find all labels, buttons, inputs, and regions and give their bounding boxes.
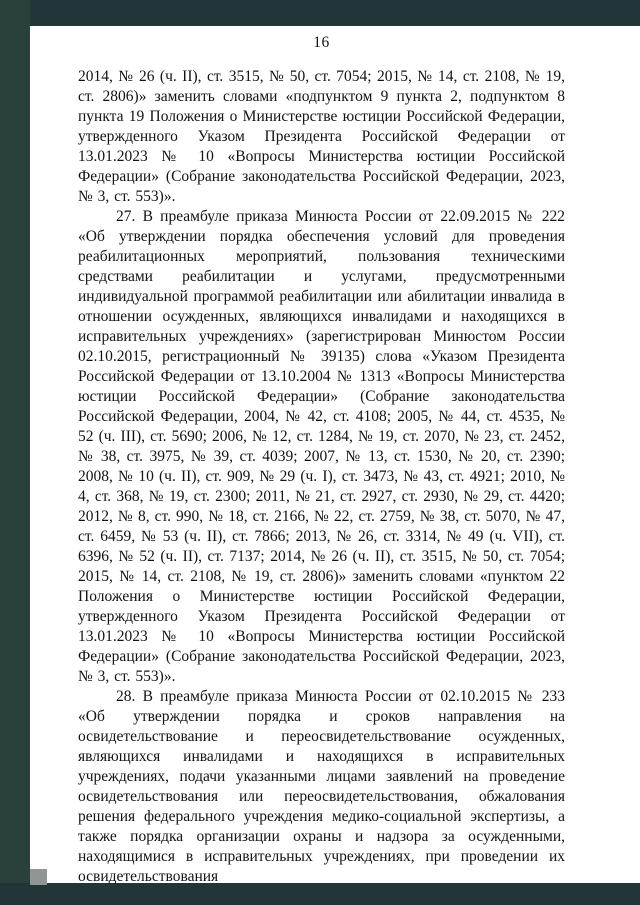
page-content [78,26,565,887]
page-border-left [0,0,30,905]
page-border-top [0,0,640,26]
paragraph-item-28: 28. В преамбуле приказа Минюста России от 02.10.2015 № 233 «Об утверждении порядка и сроков направления на освидетельствование и переосвидетельствование осужденных, являющихся инвалидами и находящихся в исправительных учреждениях, подачи указанными лицами заявлений на проведение освидетельствования или переосвидетельствования, обжалования решения федерального учреждения медико-социальной экспертизы, а также порядка организации охраны и надзора за осужденными, находящимися в исправительных учреждениях, при проведении их освидетельствования [78,688,565,885]
page-number: 16 [313,34,330,51]
paragraph-continuation: 2014, № 26 (ч. II), ст. 3515, № 50, ст. 7054; 2015, № 14, ст. 2108, № 19, ст. 2806)» заменить словами «подпунктом 9 пункта 2, подпунктом 8 пункта 19 Положения о Министерстве юстиции Российской Федерации, утвержденного Указом Президента Российской Федерации от 13.01.2023 № 10 «Вопросы Министерства юстиции Российской Федерации» (Собрание законодательства Российской Федерации, 2023, № 3, ст. 553)». [78,68,565,205]
scan-artifact [30,869,47,885]
paragraph-item-27: 27. В преамбуле приказа Минюста России от 22.09.2015 № 222 «Об утверждении порядка обеспечения условий для проведения реабилитационных мероприятий, пользования техническими средствами реабилитации и услугами, предусмотренными индивидуальной программой реабилитации или абилитации инвалида в отношении осужденных, являющихся инвалидами и находящихся в исправительных учреждениях» (зарегистрирован Минюстом России 02.10.2015, регистрационный № 39135) слова «Указом Президента Российской Федерации от 13.10.2004 № 1313 «Вопросы Министерства юстиции Российской Федерации» (Собрание законодательства Российской Федерации, 2004, № 42, ст. 4108; 2005, № 44, ст. 4535, № 52 (ч. III), ст. 5690; 2006, № 12, ст. 1284, № 19, ст. 2070, № 23, ст. 2452, № 38, ст. 3975, № 39, ст. 4039; 2007, № 13, ст. 1530, № 20, ст. 2390; 2008, № 10 (ч. II), ст. 909, № 29 (ч. I), ст. 3473, № 43, ст. 4921; 2010, № 4, ст. 368, № 19, ст. 2300; 2011, № 21, ст. 2927, ст. 2930, № 29, ст. 4420; 2012, № 8, ст. 990, № 18, ст. 2166, № 22, ст. 2759, № 38, ст. 5070, № 47, ст. 6459, № 53 (ч. II), ст. 7866; 2013, № 26, ст. 3314, № 49 (ч. VII), ст. 6396, № 52 (ч. II), ст. 7137; 2014, № 26 (ч. II), ст. 3515, № 50, ст. 7054; 2015, № 14, ст. 2108, № 19, ст. 2806)» заменить словами «пунктом 22 Положения о Министерстве юстиции Российской Федерации, утвержденного Указом Президента Российской Федерации от 13.01.2023 № 10 «Вопросы Министерства юстиции Российской Федерации» (Собрание законодательства Российской Федерации, 2023, № 3, ст. 553)». [78,208,565,685]
